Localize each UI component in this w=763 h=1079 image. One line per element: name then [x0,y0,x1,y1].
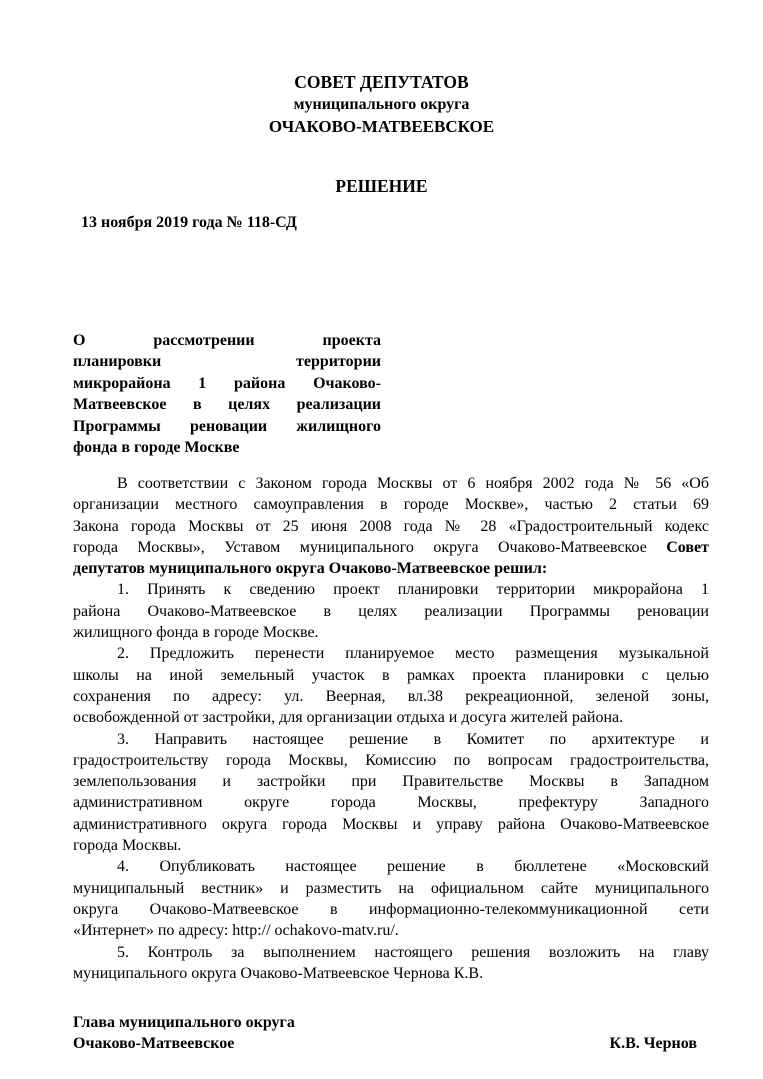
preamble-line: Закона города Москвы от 25 июня 2008 года № 28 «Градостроительный кодекс [73,517,709,535]
signatory-name: К.В. Чернов [609,1035,697,1052]
item-line: 1. Принять к сведению проект планировки территории микрорайона 1 [117,581,709,599]
subject-line: фонда в городе Москве [73,439,240,457]
subject-line: планировки территории [73,353,381,371]
subject-line: микрорайона 1 района Очаково- [73,374,381,392]
item-3 [73,729,709,857]
item-5 [73,942,709,985]
item-line: административного округа города Москвы и управу района Очаково-Матвеевское [73,815,709,833]
item-line: города Москвы. [73,837,182,855]
item-line: 2. Предложить перенести планируемое место размещения музыкальной [117,645,709,663]
subject-line: О рассмотрении проекта [73,332,381,349]
item-line: округа Очаково-Матвеевское в информационно-телекоммуникационной сети [73,900,709,918]
item-line: жилищного фонда в городе Москве. [73,624,319,642]
signature-title-line: Глава муниципального округа [73,1014,295,1031]
resolution-clause: депутатов муниципального округа Очаково-Матвеевское решил: [73,560,548,578]
district-name: ОЧАКОВО-МАТВЕЕВСКОЕ [268,117,495,136]
item-line: 3. Направить настоящее решение в Комитет по архитектуре и [117,730,709,748]
item-line: градостроительству города Москвы, Комиссию по вопросам градостроительства, [73,751,709,769]
item-line: муниципальный вестник» и разместить на официальном сайте муниципального [73,879,709,897]
decision-subject [73,330,381,458]
item-line: школы на иной земельный участок в рамках проекта планировки с целью [73,666,709,684]
item-1 [73,579,709,643]
item-line: административном округе города Москвы, префектуру Западного [73,794,709,812]
preamble [73,473,709,579]
subject-line: Матвеевское в целях реализации [73,396,381,414]
decision-title: РЕШЕНИЕ [335,176,428,196]
preamble-line: организации местного самоуправления в городе Москве», частью 2 статьи 69 [73,496,709,514]
preamble-line: В соответствии с Законом города Москвы от 6 ноября 2002 года № 56 «Об [117,475,709,492]
item-line: освобожденной от застройки, для организации отдыха и досуга жителей района. [73,709,624,727]
item-line: «Интернет» по адресу: http:// ochakovo-matv.ru/. [73,922,399,940]
preamble-line-text: города Москвы», Уставом муниципального округа Очаково-Матвеевское [73,538,647,556]
council-bold-word: Совет [666,538,710,556]
item-line: 5. Контроль за выполнением настоящего решения возложить на главу [117,943,709,961]
preamble-line [73,537,709,558]
decision-date-number: 13 ноября 2019 года № 118-СД [81,214,297,231]
item-line: района Очаково-Матвеевское в целях реализации Программы реновации [73,602,709,620]
item-4 [73,856,709,941]
decision-body [73,473,709,984]
district-label: муниципального округа [293,96,470,113]
item-line: 4. Опубликовать настоящее решение в бюллетене «Московский [117,858,709,876]
signature-title [73,1012,295,1054]
item-line: землепользования и застройки при Правительстве Москвы в Западном [73,773,709,791]
council-title: СОВЕТ ДЕПУТАТОВ [294,72,469,92]
item-line: муниципального округа Очаково-Матвеевское Чернова К.В. [73,964,484,982]
subject-line: Программы реновации жилищного [73,417,381,435]
item-2 [73,643,709,728]
signature-title-line: Очаково-Матвеевское [73,1035,235,1052]
item-line: сохранения по адресу: ул. Веерная, вл.38 рекреационной, зеленой зоны, [73,687,709,705]
